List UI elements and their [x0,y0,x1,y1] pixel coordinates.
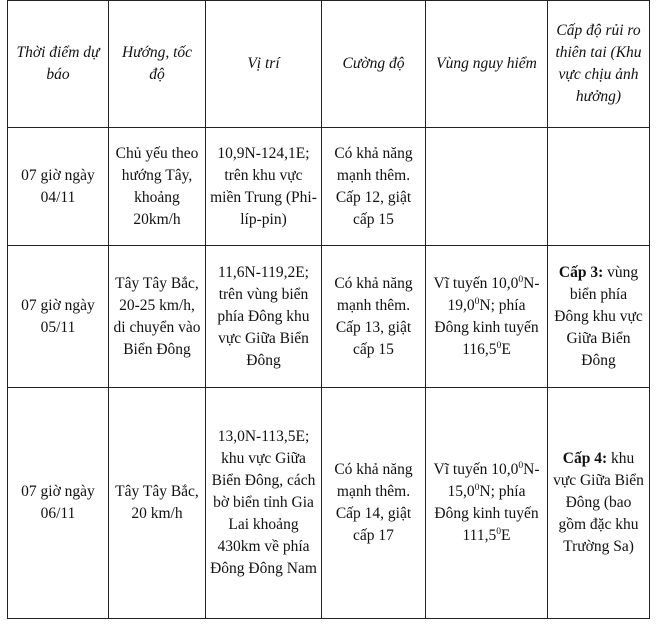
table-row [8,246,650,388]
cell-time: 07 giờ ngày 06/11 [8,388,109,619]
cell-risk-level [548,128,650,246]
risk-area: vùng biển phía Đông khu vực Giữa Biển Đông [554,263,643,369]
cell-position: 10,9N-124,1E; trên khu vực miền Trung (Phi-líp-pin) [206,128,322,246]
risk-level-label: Cấp 3: [558,263,604,281]
cell-direction: Tây Tây Bắc, 20 km/h [109,388,206,619]
cell-direction: Tây Tây Bắc, 20-25 km/h, di chuyển vào Biển Đông [109,246,206,388]
risk-level-label: Cấp 4: [562,450,608,467]
header-intensity: Cường độ [322,1,426,128]
cell-time: 07 giờ ngày 05/11 [8,246,109,388]
cell-risk-level [548,388,650,619]
header-direction: Hướng, tốc độ [109,1,206,128]
risk-area: khu vực Giữa Biển Đông (bao gồm đặc khu Trường Sa) [553,450,644,555]
cell-position: 13,0N-113,5E; khu vực Giữa Biển Đông, cách bờ biển tỉnh Gia Lai khoảng 430km về phía Đông Đông Nam [206,388,322,619]
cell-position: 11,6N-119,2E; trên vùng biển phía Đông khu vực Giữa Biển Đông [206,246,322,388]
header-position: Vị trí [206,1,322,128]
cell-danger-zone: Vĩ tuyến 10,0$^0$N-19,0$^0$N; phía Đông kinh tuyến 116,5$^0$E [426,246,548,388]
cell-direction: Chủ yếu theo hướng Tây, khoảng 20km/h [109,128,206,246]
header-danger-zone: Vùng nguy hiểm [426,1,548,128]
cell-intensity: Có khả năng mạnh thêm. Cấp 12, giật cấp 15 [322,128,426,246]
cell-risk-level [548,246,650,388]
forecast-table [7,0,650,619]
header-risk-level: Cấp độ rủi ro thiên tai (Khu vực chịu ảnh hưởng) [548,1,650,128]
cell-intensity: Có khả năng mạnh thêm. Cấp 13, giật cấp 15 [322,246,426,388]
cell-intensity: Có khả năng mạnh thêm. Cấp 14, giật cấp 17 [322,388,426,619]
header-time: Thời điểm dự báo [8,1,109,128]
cell-time: 07 giờ ngày 04/11 [8,128,109,246]
table-header-row [8,1,650,128]
table-row [8,388,650,619]
table-row [8,128,650,246]
cell-danger-zone: Vĩ tuyến 10,0$^0$N-15,0$^0$N; phía Đông kinh tuyến 111,5$^0$E [426,388,548,619]
cell-danger-zone [426,128,548,246]
